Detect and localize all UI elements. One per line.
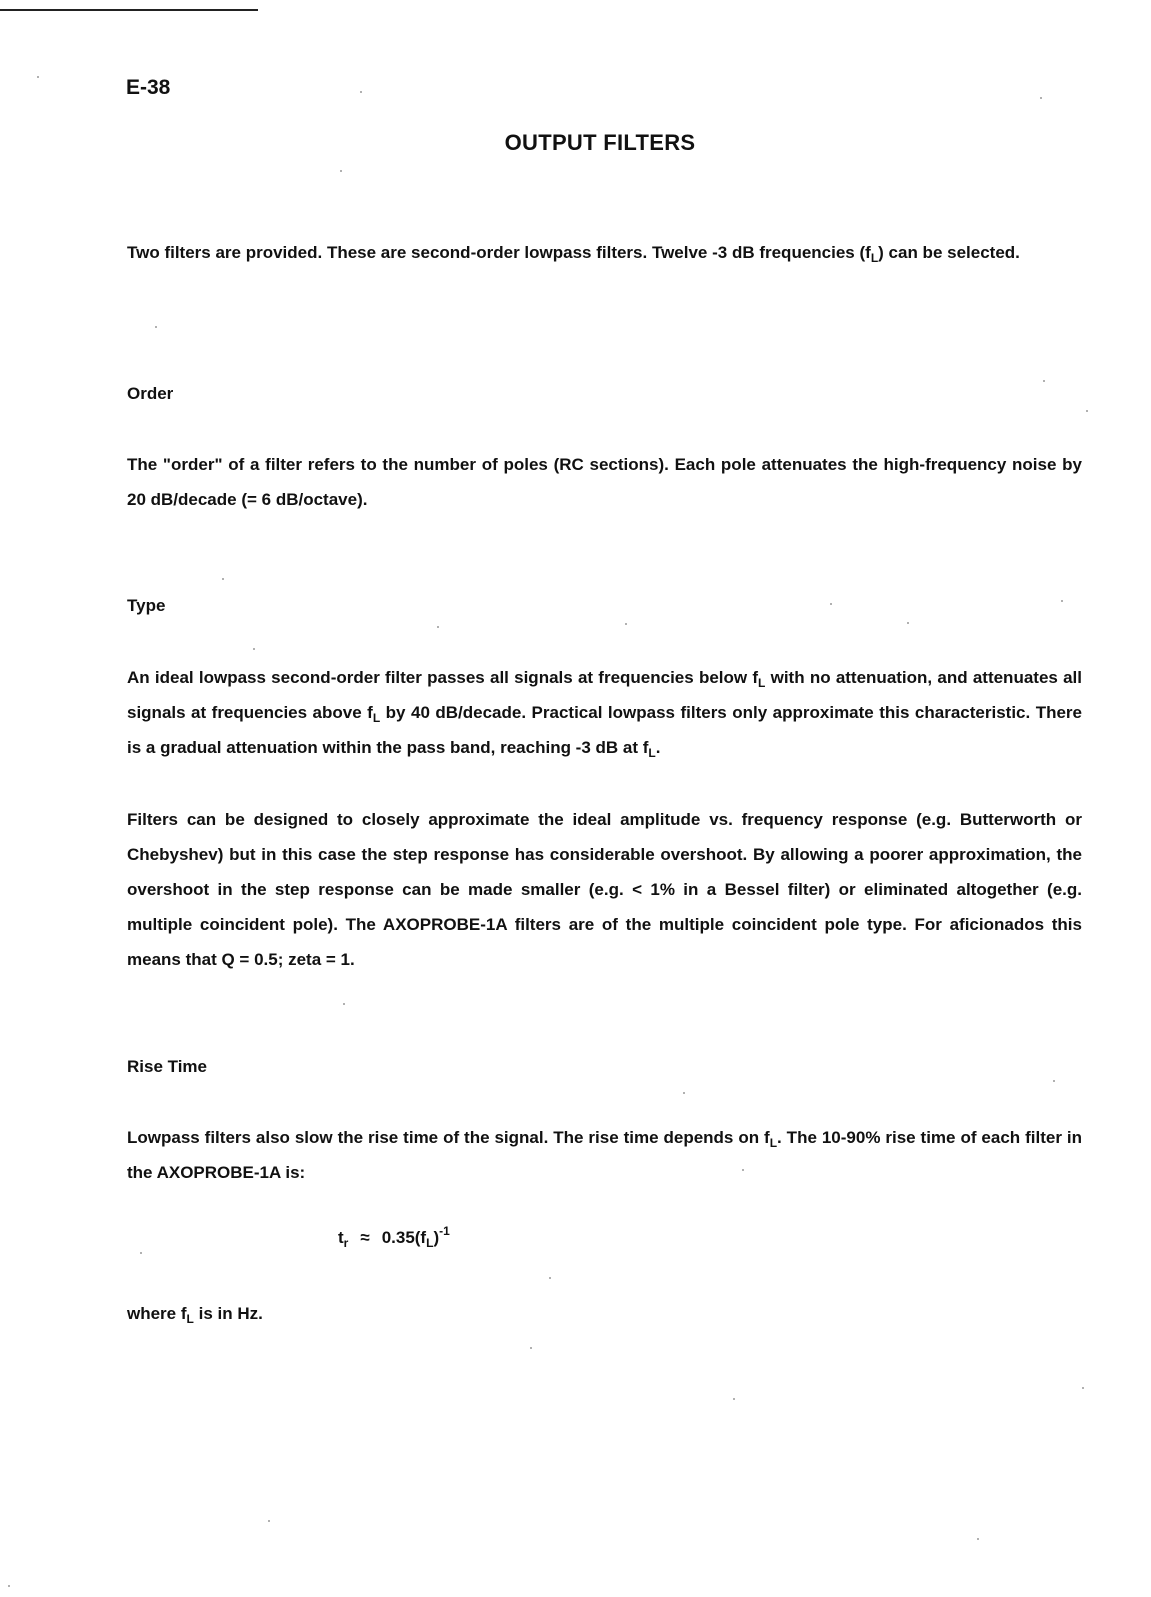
scan-speck (437, 626, 439, 628)
scan-speck (1061, 600, 1063, 602)
scan-speck (222, 578, 224, 580)
scan-speck (340, 170, 342, 172)
scan-speck (683, 1092, 685, 1094)
scan-speck (155, 326, 157, 328)
scan-speck (140, 1252, 142, 1254)
scan-speck (1043, 380, 1045, 382)
scan-speck (977, 1538, 979, 1540)
scan-speck (742, 1169, 744, 1171)
scan-speck (530, 1347, 532, 1349)
scan-speck (360, 91, 362, 93)
scan-speck (1053, 1080, 1055, 1082)
rise-time-paragraph: Lowpass filters also slow the rise time of the signal. The rise time depends on $f_L$. The 10-90% rise time of each filter in the AXOPROBE-1A is: (127, 1128, 1082, 1182)
scan-speck (8, 1585, 10, 1587)
scan-speck (37, 76, 39, 78)
page-number: E-38 (126, 76, 171, 99)
type-paragraph-1: An ideal lowpass second-order filter passes all signals at frequencies below $f_L$ with no attenuation, and attenuates all signals at frequencies above $f_L$ by 40 dB/decade. Practical lowpass filters only approximate this characteristic. There is a gradual attenuation within the pass band, reaching -3 dB at $f_L$. (127, 668, 1082, 760)
type-paragraph-2: Filters can be designed to closely approximate the ideal amplitude vs. frequency response (e.g. Butterworth or Chebyshev) but in this case the step response has considerable overshoot. By allowing a poorer approximation, the overshoot in the step response can be made smaller (e.g. < 1% in a Bessel filter) or eliminated altogether (e.g. multiple coincident pole). The AXOPROBE-1A filters are of the multiple coincident pole type. For aficionados this means that Q = 0.5; zeta = 1. (127, 810, 1082, 969)
scan-speck (907, 622, 909, 624)
where-note: where $f_L$ is in Hz. (127, 1304, 263, 1326)
page-title: OUTPUT FILTERS (504, 130, 696, 155)
scan-speck (733, 1398, 735, 1400)
rise-time-equation: $t_r \approx 0.35(f_L)^{-1}$ (338, 1224, 450, 1250)
scan-speck (1086, 410, 1088, 412)
scan-speck (830, 603, 832, 605)
scan-speck (343, 1003, 345, 1005)
order-heading: Order (127, 384, 174, 403)
scan-speck (549, 1277, 551, 1279)
scan-speck (253, 648, 255, 650)
scan-speck (1040, 97, 1042, 99)
scan-speck (268, 1520, 270, 1522)
intro-paragraph: Two filters are provided. These are second-order lowpass filters. Twelve -3 dB frequencies $(f_L)$ can be selected. (127, 243, 1020, 265)
type-heading: Type (127, 596, 166, 615)
scan-speck (625, 623, 627, 625)
order-paragraph: The "order" of a filter refers to the number of poles (RC sections). Each pole attenuates the high-frequency noise by 20 dB/decade (= 6 dB/octave). (127, 455, 1082, 509)
rise-time-heading: Rise Time (127, 1057, 208, 1076)
top-rule (0, 9, 258, 11)
scan-speck (1082, 1387, 1084, 1389)
